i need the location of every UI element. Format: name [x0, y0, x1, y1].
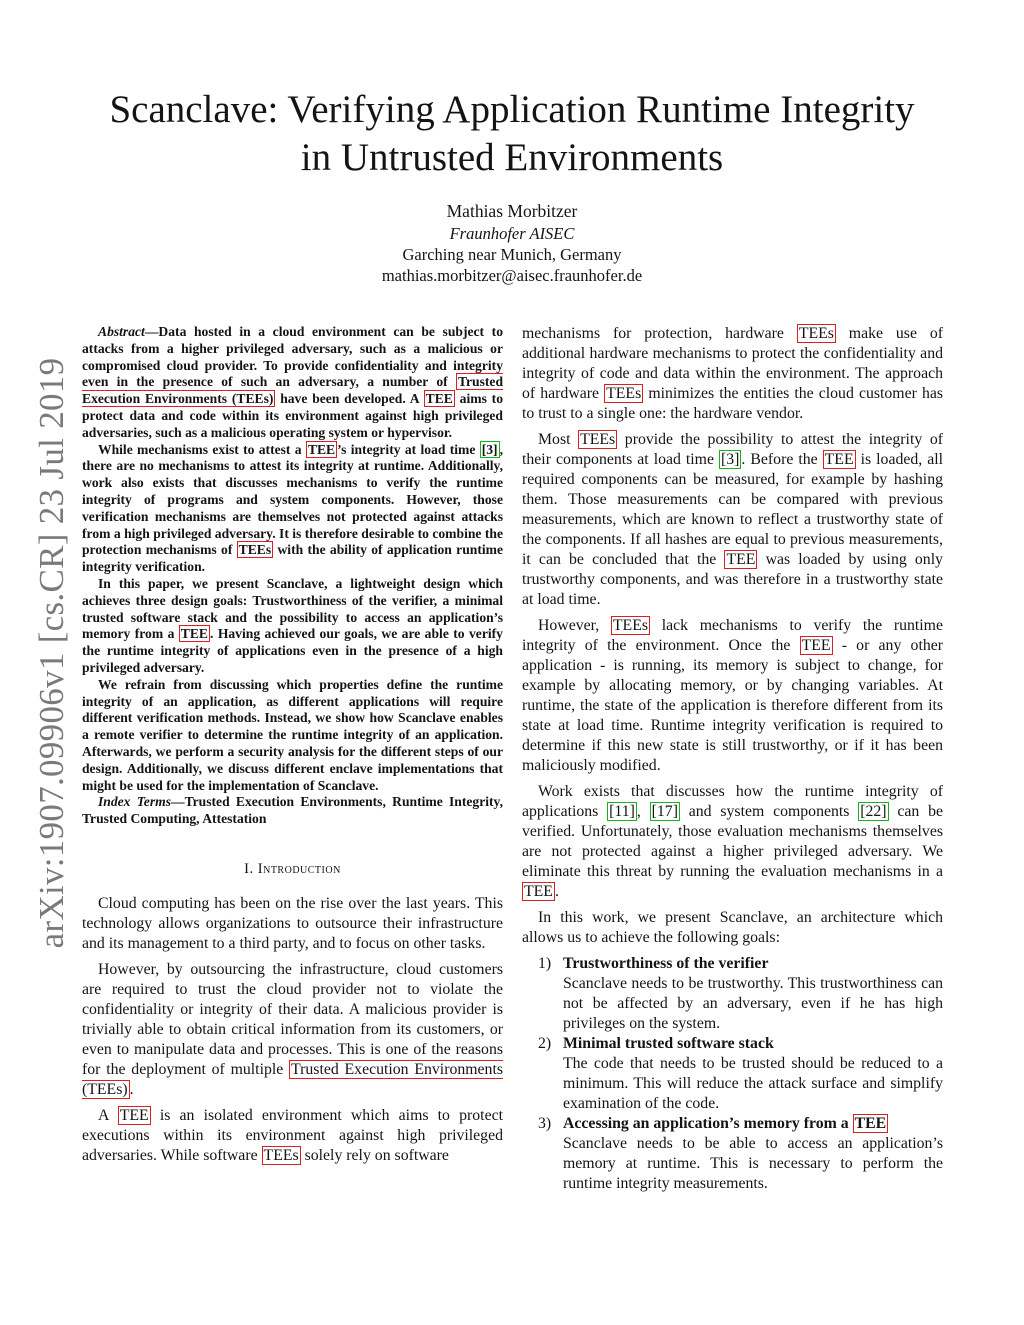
body-text: Work exists that discusses how the runtime integrity of applications — [522, 783, 943, 820]
acronym-link-tee[interactable]: TEE — [425, 391, 453, 407]
goal-number: 1) — [538, 955, 552, 972]
citation-link[interactable]: [3] — [720, 451, 740, 468]
index-terms — [82, 794, 503, 828]
goal-number: 3) — [538, 1115, 552, 1132]
section-number: I. — [244, 860, 254, 877]
abstract-text: with the ability of application runtime integrity verification. — [82, 542, 503, 575]
acronym-link-tees[interactable]: TEEs — [238, 542, 272, 558]
body-text: is loaded, all required components can be measured, for example by hashing them. Those measurements can be compared with previous measurements, which are known to reflect a trustworthy state of the components. If all hashes are equal to previous measurements, it can be concluded that the — [522, 451, 944, 568]
abstract-paragraph-3 — [82, 576, 503, 677]
abstract-paragraph-4: We refrain from discussing which properties define the runtime integrity of an application, as different applications will require different verification methods. Instead, we show how Scanclave enables a remote verifier to determine the runtime integrity of an application. Afterwards, we perform a security analysis for the different steps of our design. Additionally, we discuss different enclave implementations that might be used for the implementation of Scanclave. — [82, 676, 503, 793]
abstract-text: While mechanisms exist to attest a — [98, 441, 306, 457]
section-title: Introduction — [257, 860, 341, 877]
author-name: Mathias Morbitzer — [446, 201, 578, 221]
abstract-text: ’s integrity at load time — [337, 441, 480, 457]
body-text: lack mechanisms to verify the runtime integrity of the environment. Once the — [522, 617, 943, 654]
arxiv-identifier: arXiv:1907.09906v1 [cs.CR] 23 Jul 2019 — [32, 357, 71, 948]
goal-title: Minimal trusted software stack — [563, 1035, 774, 1052]
acronym-link-tee[interactable]: TEE — [726, 551, 756, 568]
right-column — [522, 324, 943, 1194]
goal-title-text: Accessing an application’s memory from a — [563, 1115, 853, 1132]
abstract — [82, 324, 503, 828]
acronym-link-tee[interactable]: TEE — [180, 626, 208, 642]
title-line-2: in Untrusted Environments — [300, 136, 724, 179]
body-paragraph-4 — [522, 782, 943, 902]
goal-item — [522, 1114, 943, 1194]
goal-item — [522, 954, 943, 1034]
abstract-text: , there are no mechanisms to attest its integrity at runtime. Additionally, work also exists that discusses mechanisms to verify the runtime integrity of programs and system components. However, those verification mechanisms are themselves not protected against attacks from a high privileged adversary. It is therefore desirable to combine the protection mechanisms of — [82, 441, 503, 558]
body-text: However, by outsourcing the infrastructure, cloud customers are required to trust the cloud provider not to violate the confidentiality or integrity of their data. A malicious provider is trivially able to obtain critical information from its customers, or even to manipulate data and processes. This is one of the reasons for the deployment of multiple — [82, 960, 503, 1078]
body-text: provide the possibility to attest the integrity of their components at load time — [522, 431, 943, 468]
abstract-label: Abstract — [98, 324, 145, 339]
author-email: mathias.morbitzer@aisec.fraunhofer.de — [381, 266, 643, 285]
arxiv-sidebar — [28, 357, 76, 948]
goal-description: The code that needs to be trusted should be reduced to a minimum. This will reduce the attack surface and simplify examination of the code. — [563, 1055, 943, 1112]
body-paragraph-1 — [522, 324, 943, 424]
body-text: Most — [538, 431, 579, 448]
goal-description: Scanclave needs to be able to access an application’s memory at runtime. This is necessary to perform the runtime integrity measurements. — [563, 1135, 943, 1192]
left-column — [82, 324, 503, 1172]
body-text: minimizes the entities the cloud customer has to trust to a single one: the hardware vendor. — [522, 385, 944, 422]
body-text: make use of additional hardware mechanisms to protect the confidentiality and integrity of code and data within the environment. The approach of hardware — [522, 325, 944, 402]
acronym-link-tee[interactable]: TEE — [524, 883, 553, 900]
body-text: is an isolated environment which aims to protect executions within its environment against high privileged adversaries. While software — [82, 1106, 503, 1164]
intro-paragraph-3 — [82, 1106, 503, 1166]
author-affiliation: Fraunhofer AISEC — [449, 224, 575, 243]
goal-description: Scanclave needs to be trustworthy. This trustworthiness can not be affected by an adversary, even if he has high privileges on the system. — [563, 975, 943, 1032]
body-text: However, — [538, 617, 611, 634]
goal-number: 2) — [538, 1035, 552, 1052]
title-line-1: Scanclave: Verifying Application Runtime Integrity — [109, 88, 915, 131]
body-text: . Before the — [741, 451, 823, 468]
body-paragraph-3 — [522, 616, 943, 776]
citation-link[interactable]: [22] — [860, 803, 887, 820]
goal-title: Trustworthiness of the verifier — [563, 955, 769, 972]
abstract-text: In this paper, we present Scanclave, a lightweight design which achieves three design goals: Trustworthiness of the verifier, a minimal trusted software stack and the possibility to access an application’s memory from a — [82, 575, 503, 642]
body-paragraph-5: In this work, we present Scanclave, an architecture which allows us to achieve the following goals: — [522, 909, 943, 946]
intro-paragraph-1: Cloud computing has been on the rise over the last years. This technology allows organizations to outsource their infrastructure and its management to a third party, and to focus on other tasks. — [82, 894, 503, 952]
goal-title — [563, 1114, 943, 1134]
abstract-paragraph-1 — [82, 324, 503, 442]
acronym-link-tee[interactable]: TEE — [119, 1106, 149, 1124]
citation-link[interactable]: [11] — [609, 803, 635, 820]
abstract-text: . Having achieved our goals, we are able to verify the runtime integrity of applications even in the presence of a high privileged adversary. — [82, 626, 503, 675]
goals-list — [522, 954, 943, 1194]
acronym-link-tee[interactable]: TEE — [824, 451, 854, 468]
introduction-text — [82, 894, 503, 1166]
goal-item — [522, 1034, 943, 1114]
acronym-link-tees[interactable]: TEEs — [580, 431, 616, 448]
index-terms-text: —Trusted Execution Environments, Runtime Integrity, Trusted Computing, Attestation — [82, 794, 503, 827]
body-text: was loaded by using only trustworthy components, and was therefore in a trustworthy state at load time. — [522, 551, 943, 608]
acronym-link-tees[interactable]: TEEs — [798, 325, 834, 342]
index-terms-label: Index Terms — [98, 794, 171, 810]
citation-link[interactable]: [17] — [651, 803, 678, 820]
body-text: A — [98, 1106, 118, 1124]
acronym-link-tees[interactable]: TEEs — [263, 1146, 299, 1164]
body-text: mechanisms for protection, hardware — [522, 325, 797, 342]
section-heading — [82, 861, 503, 878]
acronym-link-tee[interactable]: TEE — [307, 441, 336, 457]
body-text: . — [129, 1080, 134, 1098]
citation-link[interactable]: [3] — [481, 441, 498, 457]
acronym-link-tees[interactable]: Trusted Execution Environments (TEEs) — [82, 374, 503, 407]
body-text: . — [554, 883, 559, 900]
author-block — [0, 201, 1024, 286]
intro-paragraph-2 — [82, 960, 503, 1100]
abstract-text: —Data hosted in a cloud environment can be subject to attacks from a higher privileged adversary, such as a malicious or compromised cloud provider. To provide confidentiality and integrity even in the presence of such an adversary, a number of — [82, 324, 503, 390]
author-location: Garching near Munich, Germany — [402, 245, 622, 264]
body-text: solely rely on software — [300, 1146, 449, 1164]
acronym-link-tee[interactable]: TEE — [854, 1115, 887, 1132]
body-paragraph-2 — [522, 430, 943, 610]
acronym-link-tee[interactable]: TEE — [801, 637, 831, 654]
acronym-link-tees[interactable]: TEEs — [606, 385, 642, 402]
body-text: , — [636, 803, 650, 820]
body-text: - or any other application - is running, its memory is subject to change, for example by allocating memory, or by changing variables. At runtime, the state of the application is therefore different from its state at load time. Runtime integrity verification is required to determine if this new state is still trustworthy, or if it has been maliciously modified. — [522, 637, 944, 774]
body-text: and system components — [679, 803, 859, 820]
acronym-link-tees[interactable]: Trusted Execution Environments (TEEs) — [82, 1060, 503, 1098]
body-text: can be verified. Unfortunately, those evaluation mechanisms themselves are not protected against a higher privileged adversary. We eliminate this threat by running the evaluation mechanisms in a — [522, 803, 944, 880]
acronym-link-tees[interactable]: TEEs — [612, 617, 649, 634]
paper-title — [0, 86, 1024, 182]
abstract-paragraph-2 — [82, 442, 503, 576]
abstract-text: have been developed. A — [275, 391, 424, 407]
abstract-text: aims to protect data and code within its environment against high privileged adversaries, such as a malicious operating system or hypervisor. — [82, 391, 503, 440]
